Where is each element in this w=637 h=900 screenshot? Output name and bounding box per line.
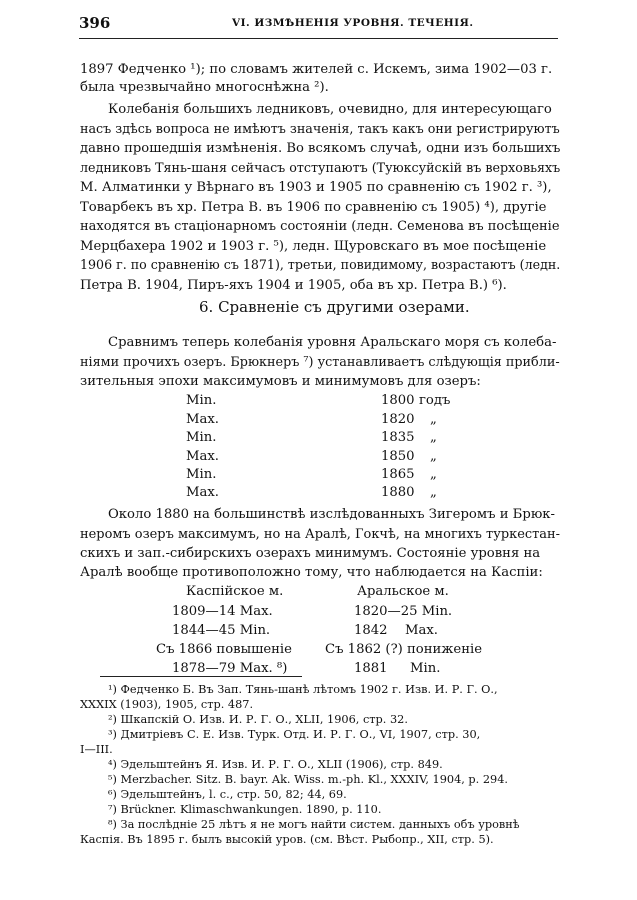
epoch-year: 1820 bbox=[381, 412, 415, 427]
aral-kind: Min. bbox=[410, 661, 441, 676]
footnote-line: ²) Шкапскій О. Изв. И. Р. Г. О., XLII, 1906, стр. 32. bbox=[108, 713, 408, 726]
caspian-cell: 1878—79 Max. ⁸) bbox=[172, 661, 288, 676]
body-line: Сравнимъ теперь колебанія уровня Аральскаго моря съ колеба- bbox=[108, 335, 557, 350]
epoch-kind: Max. bbox=[186, 412, 219, 427]
body-line: Колебанія большихъ ледниковъ, очевидно, для интересующаго bbox=[108, 102, 552, 117]
epoch-kind: Min. bbox=[186, 393, 217, 408]
footnote-line: ¹) Федченко Б. Въ Зап. Тянь-шанѣ лѣтомъ 1902 г. Изв. И. Р. Г. О., bbox=[108, 683, 498, 696]
footnote-line: XXXIX (1903), 1905, стр. 487. bbox=[80, 698, 254, 711]
footnote-line: ⁶) Эдельштейнъ, l. c., стр. 50, 82; 44, 69. bbox=[108, 788, 347, 801]
body-line: 1906 г. по сравненію съ 1871), третьи, повидимому, возрастаютъ (ледн. bbox=[80, 258, 561, 273]
aral-header: Аральское м. bbox=[357, 584, 449, 599]
footnote-line: ³) Дмитріевъ С. Е. Изв. Турк. Отд. И. Р. Г. О., VI, 1907, стр. 30, bbox=[108, 728, 481, 741]
aral-kind: Max. bbox=[405, 623, 438, 638]
footnote-line: Каспія. Въ 1895 г. былъ высокій уров. (см. Вѣст. Рыбопр., XII, стр. 5). bbox=[80, 833, 494, 846]
epoch-year: 1800 bbox=[381, 393, 415, 408]
epoch-year: 1850 bbox=[381, 449, 415, 464]
epoch-unit: „ bbox=[430, 412, 437, 427]
epoch-unit: „ bbox=[430, 467, 437, 482]
epoch-year: 1880 bbox=[381, 485, 415, 500]
body-line: ледниковъ Тянь-шаня сейчасъ отступаютъ (Туюксуйскій въ верховьяхъ bbox=[80, 161, 561, 176]
footnote-rule bbox=[100, 676, 302, 677]
body-line: М. Алматинки у Вѣрнаго въ 1903 и 1905 по сравненію съ 1902 г. ³), bbox=[80, 180, 552, 195]
footnote-line: ⁷) Brückner. Klimaschwankungen. 1890, p. 110. bbox=[108, 803, 382, 816]
body-line: Мерцбахера 1902 и 1903 г. ⁵), ледн. Щуровскаго въ мое посѣщеніе bbox=[80, 239, 547, 254]
body-line: скихъ и зап.-сибирскихъ озерахъ минимумъ. Состояніе уровня на bbox=[80, 546, 541, 561]
epoch-unit: „ bbox=[430, 449, 437, 464]
epoch-unit: годъ bbox=[419, 393, 451, 408]
epoch-kind: Min. bbox=[186, 467, 217, 482]
section-heading: 6. Сравненіе съ другими озерами. bbox=[199, 298, 470, 316]
aral-cell: 1842 bbox=[354, 623, 388, 638]
footnote-line: ⁸) За послѣдніе 25 лѣтъ я не могъ найти систем. данныхъ объ уровнѣ bbox=[108, 818, 520, 831]
body-line: давно прошедшія измѣненія. Во всякомъ случаѣ, одни изъ большихъ bbox=[80, 141, 561, 156]
body-line: неромъ озеръ максимумъ, но на Аралѣ, Гокчѣ, на многихъ туркестан- bbox=[80, 527, 560, 542]
caspian-cell: Съ 1866 повышеніе bbox=[156, 642, 292, 657]
footnote-line: ⁴) Эдельштейнъ Я. Изв. И. Р. Г. О., XLII (1906), стр. 849. bbox=[108, 758, 443, 771]
epoch-kind: Max. bbox=[186, 449, 219, 464]
body-line: зительныя эпохи максимумовъ и минимумовъ для озеръ: bbox=[80, 374, 481, 389]
body-line: находятся въ стаціонарномъ состояніи (ледн. Семенова въ посѣщеніе bbox=[80, 219, 560, 234]
header-rule bbox=[79, 38, 558, 39]
caspian-header: Каспійское м. bbox=[186, 584, 284, 599]
body-line: Петра В. 1904, Пиръ-яхъ 1904 и 1905, оба въ хр. Петра В.) ⁶). bbox=[80, 278, 507, 293]
footnote-line: ⁵) Merzbacher. Sitz. B. bayr. Ak. Wiss. m.-ph. Kl., XXXIV, 1904, p. 294. bbox=[108, 773, 509, 786]
epoch-kind: Min. bbox=[186, 430, 217, 445]
epoch-year: 1835 bbox=[381, 430, 415, 445]
epoch-unit: „ bbox=[430, 485, 437, 500]
body-line: насъ здѣсь вопроса не имѣютъ значенія, такъ какъ они регистрируютъ bbox=[80, 122, 560, 137]
body-line: была чрезвычайно многоснѣжна ²). bbox=[80, 80, 329, 95]
body-line: ніями прочихъ озеръ. Брюкнеръ ⁷) устанавливаетъ слѣдующія прибли- bbox=[80, 355, 560, 370]
page-number: 396 bbox=[79, 14, 111, 32]
running-title: VI. ИЗМѢНЕНІЯ УРОВНЯ. ТЕЧЕНІЯ. bbox=[232, 17, 474, 29]
footnote-line: I—III. bbox=[80, 743, 113, 756]
aral-cell: Съ 1862 (?) пониженіе bbox=[325, 642, 483, 657]
caspian-cell: 1844—45 Min. bbox=[172, 623, 271, 638]
aral-cell: 1881 bbox=[354, 661, 388, 676]
caspian-cell: 1809—14 Max. bbox=[172, 604, 273, 619]
aral-cell: 1820—25 Min. bbox=[354, 604, 453, 619]
epoch-unit: „ bbox=[430, 430, 437, 445]
body-line: Товарбекъ въ хр. Петра В. въ 1906 по сравненію съ 1905) ⁴), другіе bbox=[80, 200, 547, 215]
body-line: 1897 Федченко ¹); по словамъ жителей с. Искемъ, зима 1902—03 г. bbox=[80, 62, 553, 77]
body-line: Около 1880 на большинствѣ изслѣдованныхъ Зигеромъ и Брюк- bbox=[108, 507, 555, 522]
body-line: Аралѣ вообще противоположно тому, что наблюдается на Каспіи: bbox=[80, 565, 543, 580]
epoch-kind: Max. bbox=[186, 485, 219, 500]
epoch-year: 1865 bbox=[381, 467, 415, 482]
